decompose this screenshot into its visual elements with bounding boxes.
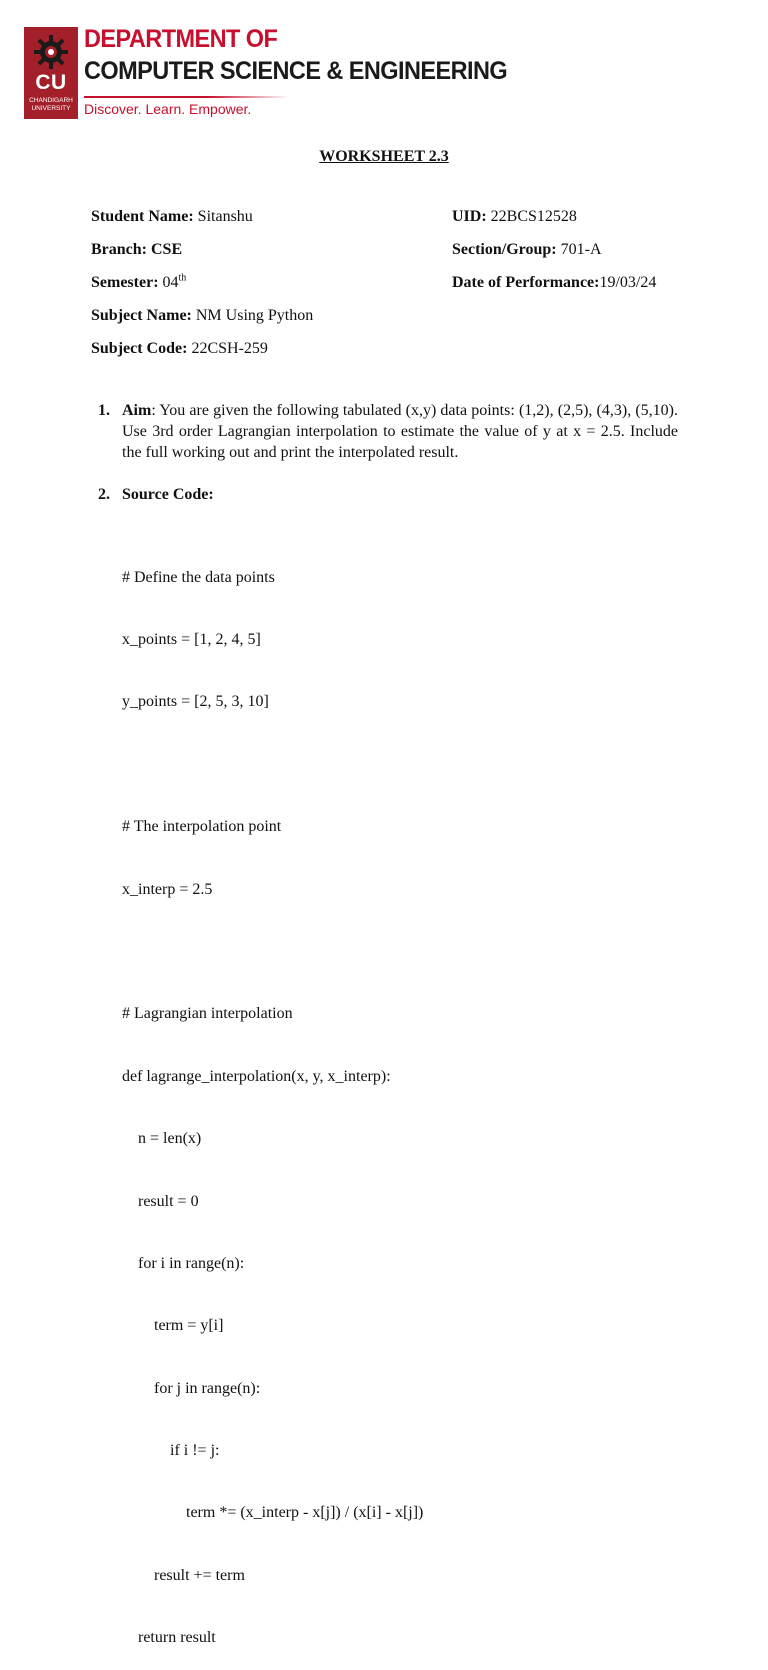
logo-text: CU: [35, 71, 67, 94]
student-name-row: [91, 208, 253, 226]
code-line: n = len(x): [122, 1130, 202, 1148]
code-line: [122, 755, 423, 776]
tagline: Discover. Learn. Empower.: [84, 101, 252, 117]
code-line: for j in range(n):: [122, 1379, 261, 1397]
date-row: [452, 274, 656, 292]
code-line: term = y[i]: [122, 1317, 224, 1335]
date-label: Date of Performance:: [452, 274, 600, 291]
source-code-block: [122, 526, 423, 1670]
aim-paragraph: [122, 400, 678, 463]
gear-emblem-icon: [32, 33, 70, 71]
subject-name-value: NM Using Python: [195, 307, 314, 324]
branch-label: Branch:: [91, 241, 147, 258]
code-line: x_interp = 2.5: [122, 880, 213, 898]
code-line: # The interpolation point: [122, 818, 282, 836]
code-line: y_points = [2, 5, 3, 10]: [122, 693, 269, 711]
section-value: 701-A: [560, 241, 602, 258]
semester-label: Semester:: [91, 274, 159, 291]
section-label: Section/Group:: [452, 241, 557, 258]
code-line: x_points = [1, 2, 4, 5]: [122, 630, 261, 648]
header-divider: [84, 96, 290, 98]
student-name-label: Student Name:: [91, 208, 194, 225]
code-line: # Lagrangian interpolation: [122, 1005, 293, 1023]
subject-code-value: 22CSH-259: [191, 340, 268, 357]
section-row: [452, 241, 602, 259]
branch-row: [91, 241, 182, 259]
student-name-value: Sitanshu: [197, 208, 253, 225]
uid-row: [452, 208, 577, 226]
aim-number: 1.: [98, 402, 110, 419]
code-line: return result: [122, 1629, 216, 1647]
subject-name-row: [91, 307, 313, 325]
code-line: [122, 942, 423, 963]
subject-code-label: Subject Code:: [91, 340, 188, 357]
code-line: term *= (x_interp - x[j]) / (x[i] - x[j]): [122, 1504, 424, 1522]
semester-suffix: th: [178, 272, 187, 284]
aim-text: : You are given the following tabulated (x,y) data points: (1,2), (2,5), (4,3), (5,10). Use 3rd order Lagrangian interpolation to estimate the value of y at x = 2.5. Include the full working out and print the interpolated result.: [122, 402, 678, 461]
uid-value: 22BCS12528: [490, 208, 577, 225]
branch-value: CSE: [151, 241, 183, 258]
worksheet-title-text: WORKSHEET 2.3: [319, 148, 449, 165]
uid-label: UID:: [452, 208, 487, 225]
code-line: def lagrange_interpolation(x, y, x_interp):: [122, 1067, 391, 1085]
code-line: for i in range(n):: [122, 1254, 245, 1272]
source-number: 2.: [98, 486, 110, 503]
code-line: # Define the data points: [122, 568, 275, 586]
university-logo: [24, 27, 78, 119]
department-title-line1: DEPARTMENT OF: [84, 25, 278, 53]
code-line: result += term: [122, 1566, 245, 1584]
semester-value: 04: [162, 274, 179, 291]
aim-label: Aim: [122, 402, 152, 419]
worksheet-title: [0, 148, 768, 166]
logo-subtext: CHANDIGARH UNIVERSITY: [29, 97, 73, 112]
date-value: 19/03/24: [599, 274, 657, 291]
code-line: result = 0: [122, 1192, 199, 1210]
department-title-line2: COMPUTER SCIENCE & ENGINEERING: [84, 57, 508, 85]
source-code-heading: Source Code:: [122, 486, 214, 503]
code-line: if i != j:: [122, 1442, 220, 1460]
subject-code-row: [91, 340, 268, 358]
subject-name-label: Subject Name:: [91, 307, 192, 324]
semester-row: [91, 274, 186, 292]
